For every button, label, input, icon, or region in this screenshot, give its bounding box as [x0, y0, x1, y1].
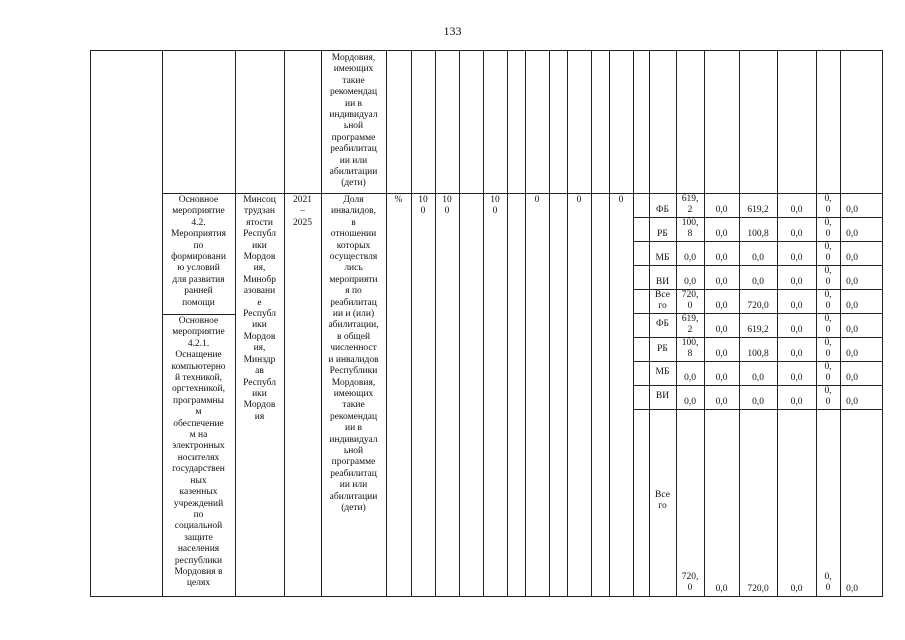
funding-year-4: 0, 0 — [824, 362, 832, 383]
funding-year-5: 0,0 — [846, 301, 858, 311]
unit-cell: % — [394, 195, 403, 205]
table-border-left — [90, 50, 91, 596]
column-divider — [591, 50, 592, 596]
funding-year-2: 619,2 — [747, 325, 769, 335]
target-value-5: 0 — [576, 195, 582, 205]
column-divider — [459, 50, 460, 596]
funding-source: ВИ — [655, 277, 670, 287]
funding-source: МБ — [655, 367, 670, 377]
funding-year-3: 0,0 — [790, 277, 803, 287]
funding-total: 0,0 — [684, 397, 696, 407]
funding-year-1: 0,0 — [715, 397, 728, 407]
funding-year-1: 0,0 — [715, 301, 728, 311]
funding-year-5: 0,0 — [846, 373, 858, 383]
funding-year-2: 0,0 — [752, 253, 764, 263]
page-number: 133 — [443, 24, 462, 38]
target-value-3: 10 0 — [490, 195, 500, 217]
funding-source: ФБ — [656, 319, 669, 329]
row-divider — [633, 241, 883, 242]
funding-source: Все го — [655, 290, 670, 312]
funding-year-1: 0,0 — [715, 584, 728, 594]
funding-year-5: 0,0 — [846, 349, 858, 359]
event-4-2-1: Основное мероприятие 4.2.1. Оснащение компьютерно й техникой, оргтехникой, программны м обеспечение м на электронных носителях государствен ных казенных учреждений по социальной защите населения республики Мордовия в целях — [171, 316, 226, 589]
funding-year-4: 0, 0 — [824, 218, 832, 239]
row-divider — [633, 409, 883, 410]
column-divider — [284, 50, 285, 596]
funding-year-1: 0,0 — [715, 277, 728, 287]
funding-year-3: 0,0 — [790, 253, 803, 263]
funding-year-1: 0,0 — [715, 253, 728, 263]
funding-total: 0,0 — [684, 277, 696, 287]
funding-year-3: 0,0 — [790, 349, 803, 359]
funding-source: МБ — [655, 253, 670, 263]
funding-year-2: 720,0 — [747, 584, 769, 594]
funding-total: 100, 8 — [681, 218, 699, 239]
funding-year-3: 0,0 — [790, 325, 803, 335]
funding-year-4: 0, 0 — [824, 314, 832, 335]
funding-year-1: 0,0 — [715, 373, 728, 383]
funding-year-3: 0,0 — [790, 301, 803, 311]
funding-year-5: 0,0 — [846, 397, 858, 407]
funding-year-2: 0,0 — [752, 397, 764, 407]
funding-year-5: 0,0 — [846, 253, 858, 263]
funding-year-5: 0,0 — [846, 584, 858, 594]
funding-year-4: 0, 0 — [824, 242, 832, 263]
funding-year-4: 0, 0 — [824, 290, 832, 311]
funding-total: 720, 0 — [681, 572, 699, 593]
funding-year-2: 100,8 — [747, 349, 769, 359]
funding-year-3: 0,0 — [790, 205, 803, 215]
table-border-bottom — [90, 596, 883, 597]
funding-total: 0,0 — [684, 253, 696, 263]
funding-source: ВИ — [655, 391, 670, 401]
period-cell: 2021 – 2025 — [293, 195, 312, 228]
funding-year-3: 0,0 — [790, 397, 803, 407]
column-divider — [411, 50, 412, 596]
funding-year-5: 0,0 — [846, 229, 858, 239]
funding-year-2: 619,2 — [747, 205, 769, 215]
row-divider — [633, 265, 883, 266]
row-divider — [633, 217, 883, 218]
funding-year-4: 0, 0 — [824, 338, 832, 359]
row-divider — [633, 337, 883, 338]
funding-source: ФБ — [656, 205, 669, 215]
program-table — [90, 50, 883, 596]
funding-total: 619, 2 — [681, 194, 699, 215]
funding-source: РБ — [657, 229, 668, 239]
column-divider — [507, 50, 508, 596]
row-divider — [633, 385, 883, 386]
funding-year-4: 0, 0 — [824, 266, 832, 287]
funding-year-4: 0, 0 — [824, 386, 832, 407]
column-divider — [609, 50, 610, 596]
funding-total: 720, 0 — [681, 290, 699, 311]
row-divider — [633, 313, 883, 314]
column-divider — [386, 50, 387, 596]
column-divider — [549, 50, 550, 596]
column-divider — [567, 50, 568, 596]
funding-year-1: 0,0 — [715, 349, 728, 359]
funding-year-1: 0,0 — [715, 229, 728, 239]
row-divider — [162, 193, 883, 194]
target-value-6: 0 — [618, 195, 624, 205]
funding-total: 100, 8 — [681, 338, 699, 359]
funding-year-5: 0,0 — [846, 205, 858, 215]
funding-year-4: 0, 0 — [824, 572, 832, 593]
column-divider — [777, 50, 778, 596]
row-divider — [633, 361, 883, 362]
funding-year-4: 0, 0 — [824, 194, 832, 215]
funding-year-2: 720,0 — [747, 301, 769, 311]
funding-source: РБ — [657, 344, 668, 354]
column-divider — [483, 50, 484, 596]
column-divider — [739, 50, 740, 596]
funding-year-2: 0,0 — [752, 277, 764, 287]
funding-year-5: 0,0 — [846, 325, 858, 335]
row-divider — [90, 50, 883, 51]
funding-year-1: 0,0 — [715, 205, 728, 215]
row-divider — [162, 314, 235, 315]
target-value-4: 0 — [534, 195, 540, 205]
funding-source: Все го — [655, 490, 670, 512]
target-value-2: 10 0 — [442, 195, 452, 217]
funding-year-2: 0,0 — [752, 373, 764, 383]
funding-total: 619, 2 — [681, 314, 699, 335]
executors-cell: Минсоц трудзан ятости Республ ики Мордов ия, Минобр азовани е Республ ики Мордов ия, Минздр ав Республ ики Мордов ия — [243, 195, 276, 422]
column-divider — [435, 50, 436, 596]
indicator-continuation: Мордовия, имеющих такие рекомендац ии в индивидуал ьной программе реабилитац ии или абилитации (дети) — [329, 53, 378, 189]
indicator-cell: Доля инвалидов, в отношении которых осуществля лись мероприяти я по реабилитац ии и (или) абилитации, в общей численност и инвалидов Республики Мордовия, имеющих такие рекомендац ии в индивидуал ьной программе реабилитац ии или абилитации (дети) — [328, 195, 379, 513]
funding-year-3: 0,0 — [790, 229, 803, 239]
event-4-2: Основное мероприятие 4.2. Мероприятия по формировани ю условий для развития ранней помощи — [171, 195, 226, 308]
column-divider — [704, 50, 705, 596]
table-border-right — [882, 50, 883, 596]
column-divider — [525, 50, 526, 596]
funding-year-3: 0,0 — [790, 373, 803, 383]
column-divider — [633, 50, 634, 596]
funding-year-3: 0,0 — [790, 584, 803, 594]
column-divider — [840, 50, 841, 596]
funding-year-1: 0,0 — [715, 325, 728, 335]
funding-total: 0,0 — [684, 373, 696, 383]
funding-year-5: 0,0 — [846, 277, 858, 287]
funding-year-2: 100,8 — [747, 229, 769, 239]
target-value-1: 10 0 — [418, 195, 428, 217]
